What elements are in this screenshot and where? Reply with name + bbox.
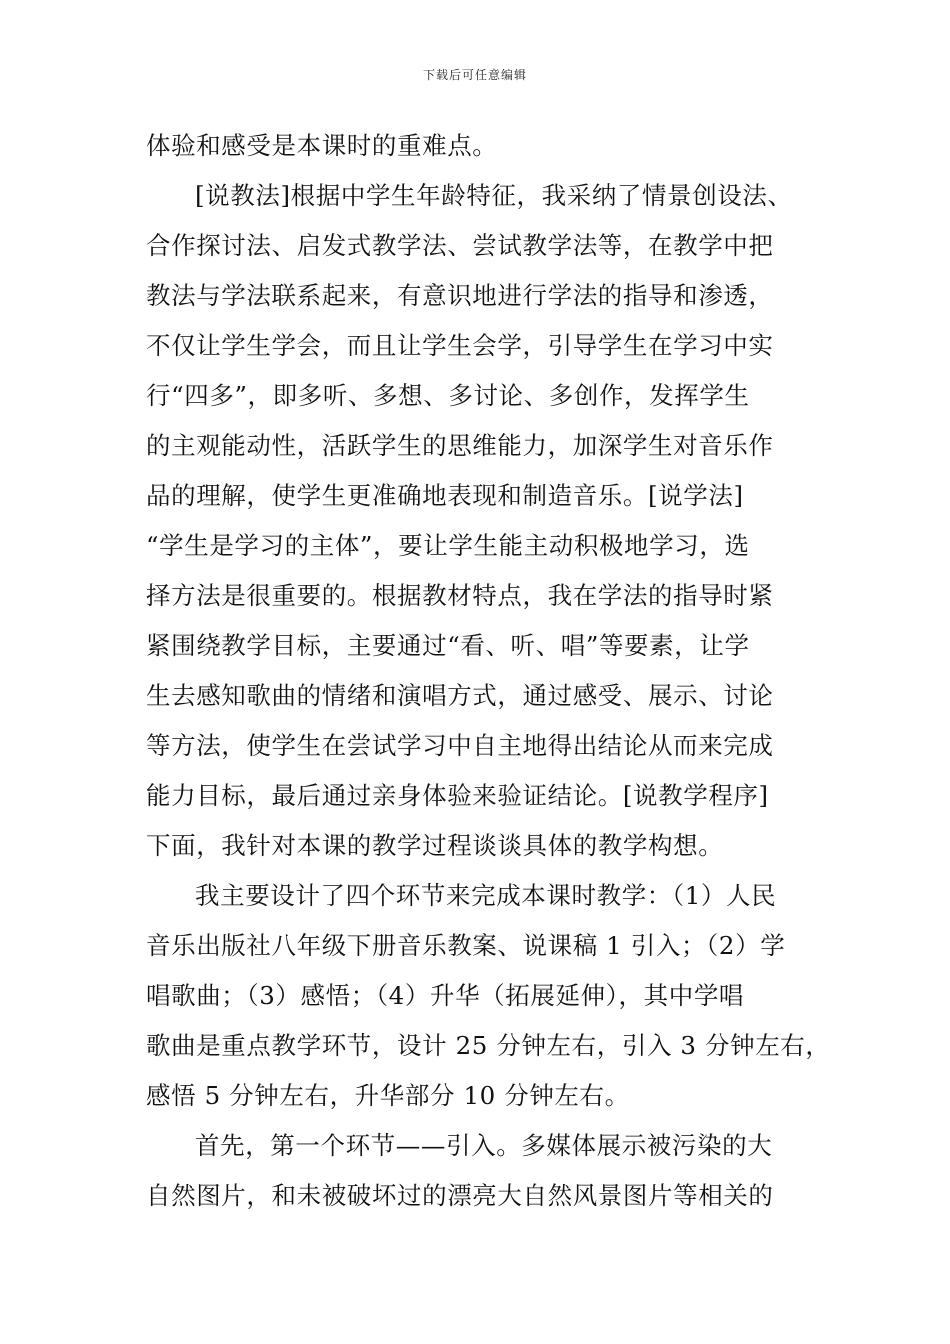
text-line: 品的理解，使学生更准确地表现和制造音乐。[说学法] bbox=[146, 481, 744, 510]
text-line: 生去感知歌曲的情绪和演唱方式，通过感受、展示、讨论 bbox=[146, 681, 774, 710]
text-line: 自然图片，和未被破坏过的漂亮大自然风景图片等相关的 bbox=[146, 1181, 774, 1210]
text-line: 歌曲是重点教学环节，设计 25 分钟左右，引入 3 分钟左右， bbox=[146, 1031, 831, 1060]
text-line: “学生是学习的主体”，要让学生能主动积极地学习，选 bbox=[146, 531, 750, 560]
text-line: 合作探讨法、启发式教学法、尝试教学法等，在教学中把 bbox=[146, 231, 774, 260]
text-line: 我主要设计了四个环节来完成本课时教学：（1）人民 bbox=[195, 881, 777, 910]
text-line: 行“四多”，即多听、多想、多讨论、多创作，发挥学生 bbox=[146, 381, 750, 410]
text-line: 教法与学法联系起来，有意识地进行学法的指导和渗透， bbox=[146, 281, 774, 310]
page-header: 下载后可任意编辑 bbox=[422, 68, 527, 82]
text-line: 的主观能动性，活跃学生的思维能力，加深学生对音乐作 bbox=[146, 431, 774, 460]
text-line: 感悟 5 分钟左右，升华部分 10 分钟左右。 bbox=[146, 1081, 630, 1110]
text-line: 下面，我针对本课的教学过程谈谈具体的教学构想。 bbox=[146, 831, 724, 860]
text-line: 音乐出版社八年级下册音乐教案、说课稿 1 引入；（2）学 bbox=[146, 931, 786, 960]
text-line: [说教法]根据中学生年龄特征，我采纳了情景创设法、 bbox=[195, 181, 793, 210]
text-line: 体验和感受是本课时的重难点。 bbox=[146, 131, 498, 160]
text-line: 唱歌曲；（3）感悟；（4）升华（拓展延伸），其中学唱 bbox=[146, 981, 745, 1010]
text-line: 不仅让学生学会，而且让学生会学，引导学生在学习中实 bbox=[146, 331, 774, 360]
text-line: 首先，第一个环节——引入。多媒体展示被污染的大 bbox=[195, 1131, 773, 1160]
text-line: 择方法是很重要的。根据教材特点，我在学法的指导时紧 bbox=[146, 581, 774, 610]
document-body bbox=[146, 121, 831, 1221]
text-line: 紧围绕教学目标，主要通过“看、听、唱”等要素，让学 bbox=[146, 631, 750, 660]
text-line: 等方法，使学生在尝试学习中自主地得出结论从而来完成 bbox=[146, 731, 774, 760]
text-line: 能力目标，最后通过亲身体验来验证结论。[说教学程序] bbox=[146, 781, 769, 810]
